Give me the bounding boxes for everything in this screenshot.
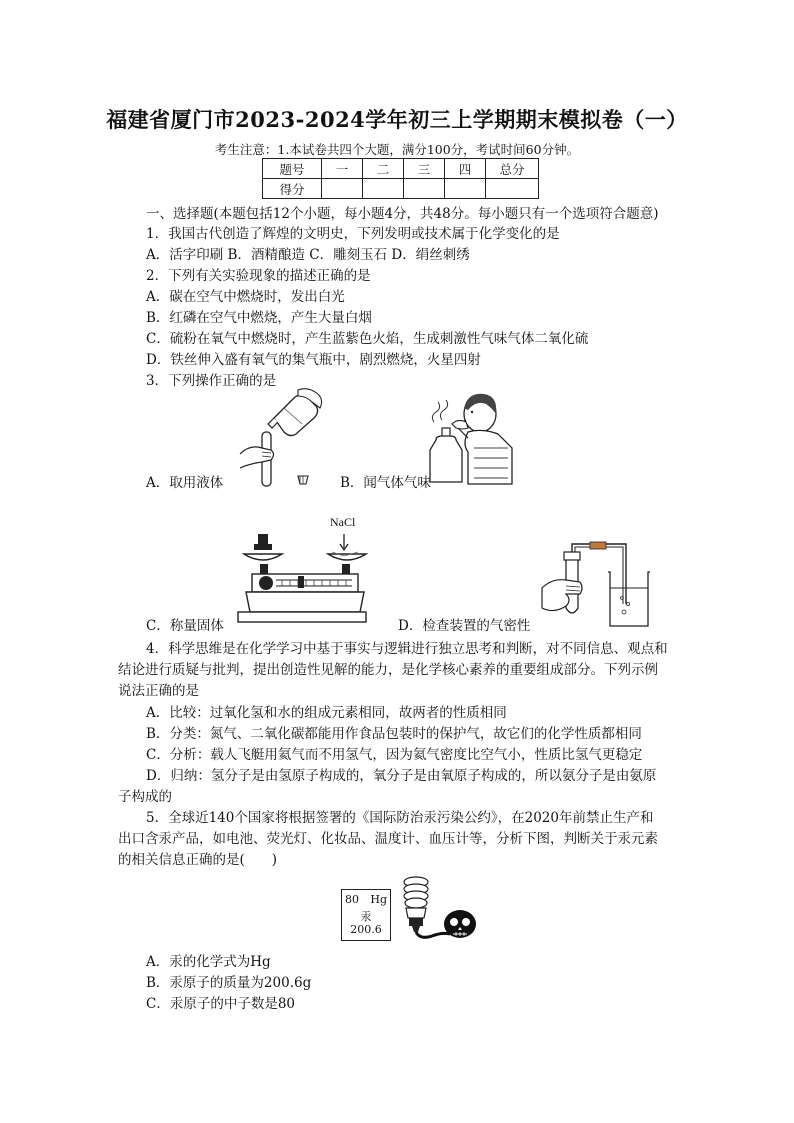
element-symbol: Hg <box>370 893 387 906</box>
question-2-option-a: A．碳在空气中燃烧时，发出白光 <box>146 289 345 305</box>
score-row-label: 得分 <box>263 179 322 199</box>
question-3-option-d: D．检查装置的气密性 <box>398 618 531 634</box>
score-header-cell: 二 <box>363 159 404 179</box>
question-5-stem-line-2: 出口含汞产品，如电池、荧光灯、化妆品、温度计、血压计等，分析下图，判断关于汞元素 <box>118 831 658 847</box>
question-3-option-b: B．闻气体气味 <box>340 475 431 491</box>
score-table-header-row <box>263 159 539 179</box>
score-input-cell[interactable] <box>486 179 539 199</box>
score-header-cell: 题号 <box>263 159 322 179</box>
question-4-stem-line-3: 说法正确的是 <box>118 683 199 699</box>
question-2-option-b: B．红磷在空气中燃烧，产生大量白烟 <box>146 310 372 326</box>
score-header-cell: 三 <box>404 159 445 179</box>
question-5-stem-line-3: 的相关信息正确的是( ) <box>118 852 278 868</box>
question-1-options: A．活字印刷 B．酒精酿造 C．雕刻玉石 D．绢丝刺绣 <box>146 247 470 263</box>
page-title: 福建省厦门市2023-2024学年初三上学期期末模拟卷（一） <box>106 107 688 132</box>
section-heading: 一、选择题(本题包括12个小题，每小题4分，共48分。每小题只有一个选项符合题意) <box>146 206 659 222</box>
score-input-cell[interactable] <box>322 179 363 199</box>
question-4-option-c: C．分析：载人飞艇用氦气而不用氢气，因为氦气密度比空气小，性质比氢气更稳定 <box>146 747 643 763</box>
question-5-option-c: C．汞原子的中子数是80 <box>146 996 296 1012</box>
nacl-label: NaCl <box>330 515 356 529</box>
question-3-option-a: A．取用液体 <box>146 475 224 491</box>
question-4-option-d-line-1: D．归纳：氢分子是由氢原子构成的，氧分子是由氧原子构成的，所以氨分子是由氨原 <box>146 768 657 784</box>
smell-gas-figure <box>428 388 514 486</box>
score-header-cell: 总分 <box>486 159 539 179</box>
score-input-cell[interactable] <box>445 179 486 199</box>
atomic-number: 80 <box>345 893 359 906</box>
question-5-option-a: A．汞的化学式为Hg <box>146 954 271 970</box>
score-table-score-row <box>263 179 539 199</box>
balance-figure <box>232 512 368 626</box>
question-2-stem: 2．下列有关实验现象的描述正确的是 <box>146 268 371 284</box>
question-2-option-c: C．硫粉在氧气中燃烧时，产生蓝紫色火焰，生成刺激性气味气体二氧化硫 <box>146 331 589 347</box>
question-2-option-d: D．铁丝伸入盛有氧气的集气瓶中，剧烈燃烧，火星四射 <box>146 352 481 368</box>
score-header-cell: 一 <box>322 159 363 179</box>
question-1-stem: 1．我国古代创造了辉煌的文明史，下列发明或技术属于化学变化的是 <box>146 226 560 242</box>
score-header-cell: 四 <box>445 159 486 179</box>
mercury-element-card <box>341 889 391 941</box>
score-input-cell[interactable] <box>363 179 404 199</box>
question-4-option-d-line-2: 子构成的 <box>118 789 172 805</box>
question-4-option-a: A．比较：过氧化氢和水的组成元素相同，故两者的性质相同 <box>146 705 507 721</box>
question-3-option-c: C．称量固体 <box>146 618 224 634</box>
question-3-stem: 3．下列操作正确的是 <box>146 373 277 389</box>
bulb-skull-figure <box>398 874 480 942</box>
test-tube-pour-figure <box>236 388 326 490</box>
score-table <box>262 158 539 199</box>
question-4-stem-line-2: 结论进行质疑与批判，提出创造性见解的能力，是化学核心素养的重要组成部分。下列示例 <box>118 662 658 678</box>
question-4-stem-line-1: 4．科学思维是在化学学习中基于事实与逻辑进行独立思考和判断，对不同信息、观点和 <box>146 641 668 657</box>
question-5-option-b: B．汞原子的质量为200.6g <box>146 975 312 991</box>
question-5-stem-line-1: 5．全球近140个国家将根据签署的《国际防治汞污染公约》，在2020年前禁止生产和 <box>146 810 654 826</box>
question-4-option-b: B．分类：氮气、二氧化碳都能用作食品包装时的保护气，故它们的化学性质都相同 <box>146 726 642 742</box>
score-input-cell[interactable] <box>404 179 445 199</box>
element-name: 汞 <box>360 910 372 923</box>
airtight-check-figure <box>538 538 662 630</box>
exam-notice: 考生注意：1.本试卷共四个大题，满分100分，考试时间60分钟。 <box>214 142 580 157</box>
atomic-mass: 200.6 <box>350 923 382 936</box>
